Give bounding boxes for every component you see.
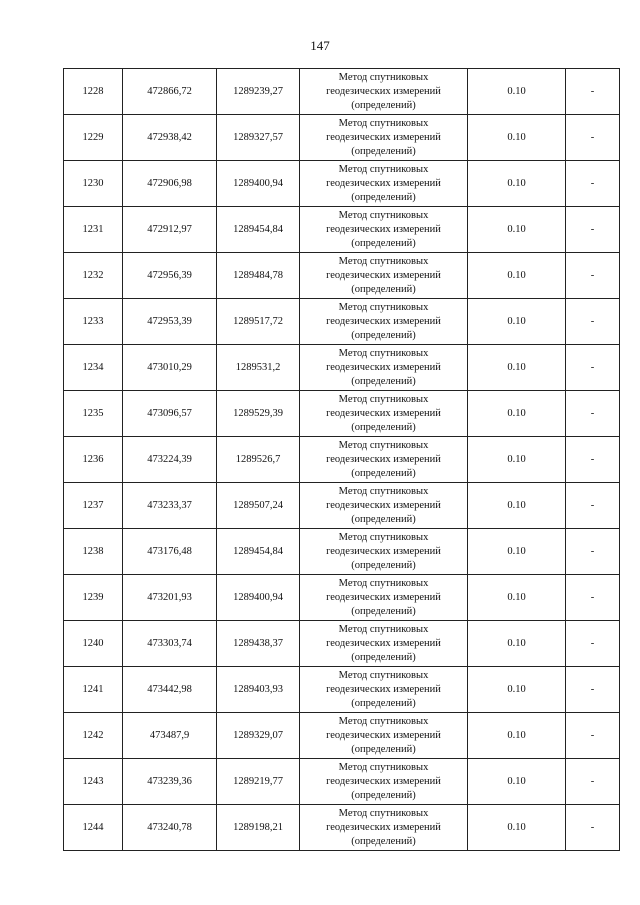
y-coordinate-cell: 1289529,39: [217, 391, 300, 437]
table-row: [64, 299, 620, 345]
note-cell: -: [566, 621, 620, 667]
method-line: Метод спутниковых: [338, 623, 429, 635]
accuracy-cell: 0.10: [468, 69, 566, 115]
y-coordinate-cell: 1289403,93: [217, 667, 300, 713]
method-line: геодезических измерений: [326, 177, 441, 189]
method-line: (определений): [351, 789, 416, 801]
point-number-cell: 1234: [64, 345, 123, 391]
point-number-cell: 1232: [64, 253, 123, 299]
method-cell: [300, 759, 468, 805]
method-line: (определений): [351, 651, 416, 663]
accuracy-cell: 0.10: [468, 575, 566, 621]
method-line: (определений): [351, 421, 416, 433]
method-line: Метод спутниковых: [338, 71, 429, 83]
x-coordinate-cell: 473233,37: [123, 483, 217, 529]
method-cell: [300, 115, 468, 161]
y-coordinate-cell: 1289454,84: [217, 207, 300, 253]
note-cell: -: [566, 713, 620, 759]
accuracy-cell: 0.10: [468, 621, 566, 667]
method-cell: [300, 253, 468, 299]
table-row: [64, 161, 620, 207]
method-line: Метод спутниковых: [338, 761, 429, 773]
method-cell: [300, 161, 468, 207]
y-coordinate-cell: 1289329,07: [217, 713, 300, 759]
method-line: геодезических измерений: [326, 683, 441, 695]
accuracy-cell: 0.10: [468, 345, 566, 391]
x-coordinate-cell: 473010,29: [123, 345, 217, 391]
method-line: Метод спутниковых: [338, 807, 429, 819]
coordinates-table: [63, 68, 620, 851]
x-coordinate-cell: 473240,78: [123, 805, 217, 851]
method-line: (определений): [351, 467, 416, 479]
note-cell: -: [566, 529, 620, 575]
method-line: Метод спутниковых: [338, 255, 429, 267]
method-line: геодезических измерений: [326, 821, 441, 833]
method-line: Метод спутниковых: [338, 439, 429, 451]
method-line: Метод спутниковых: [338, 163, 429, 175]
y-coordinate-cell: 1289400,94: [217, 575, 300, 621]
method-line: Метод спутниковых: [338, 669, 429, 681]
method-cell: [300, 713, 468, 759]
accuracy-cell: 0.10: [468, 115, 566, 161]
accuracy-cell: 0.10: [468, 437, 566, 483]
point-number-cell: 1231: [64, 207, 123, 253]
method-line: геодезических измерений: [326, 223, 441, 235]
accuracy-cell: 0.10: [468, 529, 566, 575]
y-coordinate-cell: 1289484,78: [217, 253, 300, 299]
point-number-cell: 1228: [64, 69, 123, 115]
method-line: (определений): [351, 99, 416, 111]
x-coordinate-cell: 472956,39: [123, 253, 217, 299]
table-row: [64, 253, 620, 299]
y-coordinate-cell: 1289400,94: [217, 161, 300, 207]
table-row: [64, 115, 620, 161]
method-line: геодезических измерений: [326, 269, 441, 281]
method-cell: [300, 805, 468, 851]
y-coordinate-cell: 1289438,37: [217, 621, 300, 667]
point-number-cell: 1229: [64, 115, 123, 161]
note-cell: -: [566, 759, 620, 805]
table-row: [64, 345, 620, 391]
note-cell: -: [566, 391, 620, 437]
method-line: (определений): [351, 835, 416, 847]
note-cell: -: [566, 483, 620, 529]
method-line: геодезических измерений: [326, 315, 441, 327]
accuracy-cell: 0.10: [468, 667, 566, 713]
note-cell: -: [566, 161, 620, 207]
method-line: геодезических измерений: [326, 591, 441, 603]
method-cell: [300, 575, 468, 621]
method-cell: [300, 529, 468, 575]
y-coordinate-cell: 1289219,77: [217, 759, 300, 805]
method-line: геодезических измерений: [326, 545, 441, 557]
table-row: [64, 437, 620, 483]
note-cell: -: [566, 207, 620, 253]
point-number-cell: 1243: [64, 759, 123, 805]
table-row: [64, 575, 620, 621]
x-coordinate-cell: 473303,74: [123, 621, 217, 667]
x-coordinate-cell: 473239,36: [123, 759, 217, 805]
method-line: (определений): [351, 145, 416, 157]
method-cell: [300, 299, 468, 345]
table-row: [64, 621, 620, 667]
note-cell: -: [566, 345, 620, 391]
x-coordinate-cell: 473176,48: [123, 529, 217, 575]
accuracy-cell: 0.10: [468, 253, 566, 299]
method-line: (определений): [351, 283, 416, 295]
method-cell: [300, 391, 468, 437]
x-coordinate-cell: 472938,42: [123, 115, 217, 161]
method-line: геодезических измерений: [326, 453, 441, 465]
point-number-cell: 1242: [64, 713, 123, 759]
accuracy-cell: 0.10: [468, 299, 566, 345]
point-number-cell: 1235: [64, 391, 123, 437]
note-cell: -: [566, 575, 620, 621]
method-line: (определений): [351, 237, 416, 249]
x-coordinate-cell: 472912,97: [123, 207, 217, 253]
method-line: Метод спутниковых: [338, 117, 429, 129]
x-coordinate-cell: 473487,9: [123, 713, 217, 759]
page-number: 147: [310, 38, 330, 53]
table-row: [64, 207, 620, 253]
point-number-cell: 1239: [64, 575, 123, 621]
note-cell: -: [566, 253, 620, 299]
method-line: геодезических измерений: [326, 85, 441, 97]
method-line: Метод спутниковых: [338, 301, 429, 313]
method-line: (определений): [351, 513, 416, 525]
point-number-cell: 1236: [64, 437, 123, 483]
method-line: Метод спутниковых: [338, 715, 429, 727]
method-line: (определений): [351, 375, 416, 387]
accuracy-cell: 0.10: [468, 713, 566, 759]
y-coordinate-cell: 1289327,57: [217, 115, 300, 161]
method-line: Метод спутниковых: [338, 393, 429, 405]
accuracy-cell: 0.10: [468, 207, 566, 253]
method-cell: [300, 207, 468, 253]
x-coordinate-cell: 472953,39: [123, 299, 217, 345]
table-row: [64, 805, 620, 851]
method-cell: [300, 483, 468, 529]
method-line: (определений): [351, 743, 416, 755]
y-coordinate-cell: 1289198,21: [217, 805, 300, 851]
method-line: геодезических измерений: [326, 361, 441, 373]
point-number-cell: 1241: [64, 667, 123, 713]
method-cell: [300, 621, 468, 667]
method-line: (определений): [351, 559, 416, 571]
method-line: Метод спутниковых: [338, 531, 429, 543]
point-number-cell: 1237: [64, 483, 123, 529]
table-row: [64, 759, 620, 805]
method-line: геодезических измерений: [326, 499, 441, 511]
method-line: (определений): [351, 697, 416, 709]
method-line: геодезических измерений: [326, 775, 441, 787]
y-coordinate-cell: 1289239,27: [217, 69, 300, 115]
method-line: геодезических измерений: [326, 637, 441, 649]
method-line: геодезических измерений: [326, 407, 441, 419]
y-coordinate-cell: 1289517,72: [217, 299, 300, 345]
x-coordinate-cell: 472866,72: [123, 69, 217, 115]
accuracy-cell: 0.10: [468, 161, 566, 207]
method-line: Метод спутниковых: [338, 347, 429, 359]
method-cell: [300, 69, 468, 115]
method-line: Метод спутниковых: [338, 577, 429, 589]
table-row: [64, 529, 620, 575]
method-line: Метод спутниковых: [338, 485, 429, 497]
accuracy-cell: 0.10: [468, 805, 566, 851]
method-line: (определений): [351, 329, 416, 341]
method-line: геодезических измерений: [326, 729, 441, 741]
table-row: [64, 667, 620, 713]
coordinates-table-body: [64, 69, 620, 851]
x-coordinate-cell: 473224,39: [123, 437, 217, 483]
point-number-cell: 1230: [64, 161, 123, 207]
note-cell: -: [566, 667, 620, 713]
table-row: [64, 713, 620, 759]
point-number-cell: 1244: [64, 805, 123, 851]
accuracy-cell: 0.10: [468, 483, 566, 529]
point-number-cell: 1240: [64, 621, 123, 667]
point-number-cell: 1233: [64, 299, 123, 345]
note-cell: -: [566, 299, 620, 345]
method-cell: [300, 345, 468, 391]
table-row: [64, 483, 620, 529]
y-coordinate-cell: 1289526,7: [217, 437, 300, 483]
y-coordinate-cell: 1289531,2: [217, 345, 300, 391]
x-coordinate-cell: 472906,98: [123, 161, 217, 207]
note-cell: -: [566, 69, 620, 115]
y-coordinate-cell: 1289507,24: [217, 483, 300, 529]
method-line: Метод спутниковых: [338, 209, 429, 221]
y-coordinate-cell: 1289454,84: [217, 529, 300, 575]
accuracy-cell: 0.10: [468, 759, 566, 805]
table-row: [64, 391, 620, 437]
method-cell: [300, 667, 468, 713]
method-line: геодезических измерений: [326, 131, 441, 143]
method-line: (определений): [351, 605, 416, 617]
point-number-cell: 1238: [64, 529, 123, 575]
x-coordinate-cell: 473442,98: [123, 667, 217, 713]
accuracy-cell: 0.10: [468, 391, 566, 437]
note-cell: -: [566, 437, 620, 483]
method-cell: [300, 437, 468, 483]
method-line: (определений): [351, 191, 416, 203]
table-row: [64, 69, 620, 115]
x-coordinate-cell: 473096,57: [123, 391, 217, 437]
note-cell: -: [566, 115, 620, 161]
x-coordinate-cell: 473201,93: [123, 575, 217, 621]
note-cell: -: [566, 805, 620, 851]
